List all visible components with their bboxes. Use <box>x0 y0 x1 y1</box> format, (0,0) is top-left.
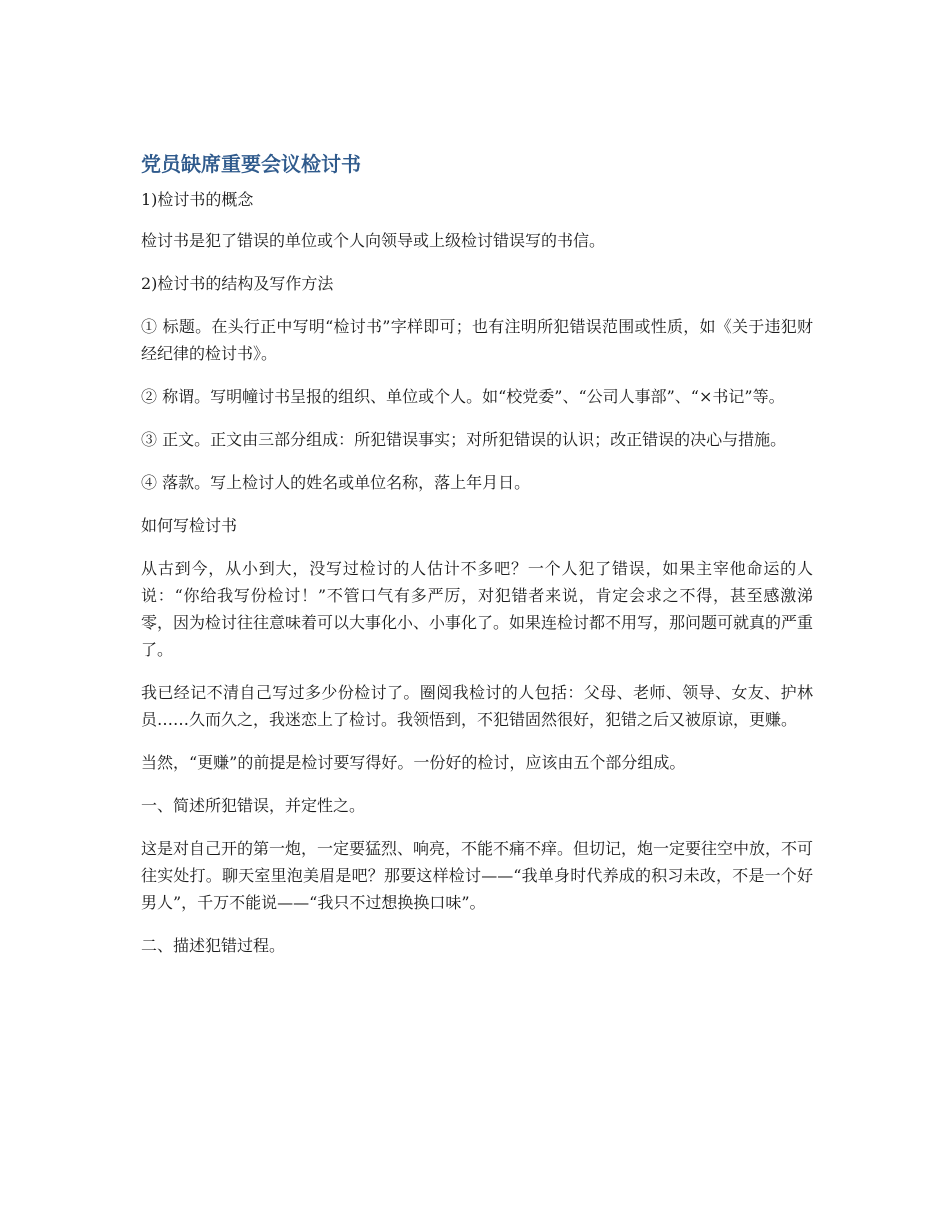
paragraph-experience: 我已经记不清自己写过多少份检讨了。圈阅我检讨的人包括：父母、老师、领导、女友、护林员……久而久之，我迷恋上了检讨。我领悟到，不犯错固然很好，犯错之后又被原谅，更赚。 <box>141 683 813 729</box>
section-heading-concept: 1)检讨书的概念 <box>141 190 254 209</box>
section-heading-part-two: 二、描述犯错过程。 <box>141 936 286 955</box>
paragraph-concept-definition: 检讨书是犯了错误的单位或个人向领导或上级检讨错误写的书信。 <box>141 231 606 250</box>
section-heading-part-one: 一、简述所犯错误，并定性之。 <box>141 796 366 815</box>
paragraph-five-parts: 当然，“更赚”的前提是检讨要写得好。一份好的检讨，应该由五个部分组成。 <box>141 753 686 772</box>
section-heading-how-to: 如何写检讨书 <box>141 516 238 535</box>
paragraph-structure-signature: ④ 落款。写上检讨人的姓名或单位名称，落上年月日。 <box>141 473 531 492</box>
paragraph-structure-body: ③ 正文。正文由三部分组成：所犯错误事实；对所犯错误的认识；改正错误的决心与措施。 <box>141 430 787 449</box>
paragraph-part-one: 这是对自己开的第一炮，一定要猛烈、响亮，不能不痛不痒。但切记，炮一定要往空中放，不可往实处打。聊天室里泡美眉是吧？那要这样检讨——“我单身时代养成的积习未改，不是一个好男人”，千万不能说——“我只不过想换换口味”。 <box>141 839 814 912</box>
document-title: 党员缺席重要会议检讨书 <box>141 152 361 176</box>
paragraph-structure-salutation: ② 称谓。写明幢讨书呈报的组织、单位或个人。如“校党委”、“公司人事部”、“×书记”等。 <box>141 387 785 406</box>
document-body <box>141 150 813 975</box>
paragraph-structure-title: ① 标题。在头行正中写明“检讨书”字样即可；也有注明所犯错误范围或性质，如《关于违犯财经纪律的检讨书》。 <box>141 317 813 363</box>
paragraph-intro: 从古到今，从小到大，没写过检讨的人估计不多吧？一个人犯了错误，如果主宰他命运的人说：“你给我写份检讨！”不管口气有多严厉，对犯错者来说，肯定会求之不得，甚至感激涕零，因为检讨往往意味着可以大事化小、小事化了。如果连检讨都不用写，那问题可就真的严重了。 <box>141 559 814 659</box>
section-heading-structure: 2)检讨书的结构及写作方法 <box>141 274 334 293</box>
